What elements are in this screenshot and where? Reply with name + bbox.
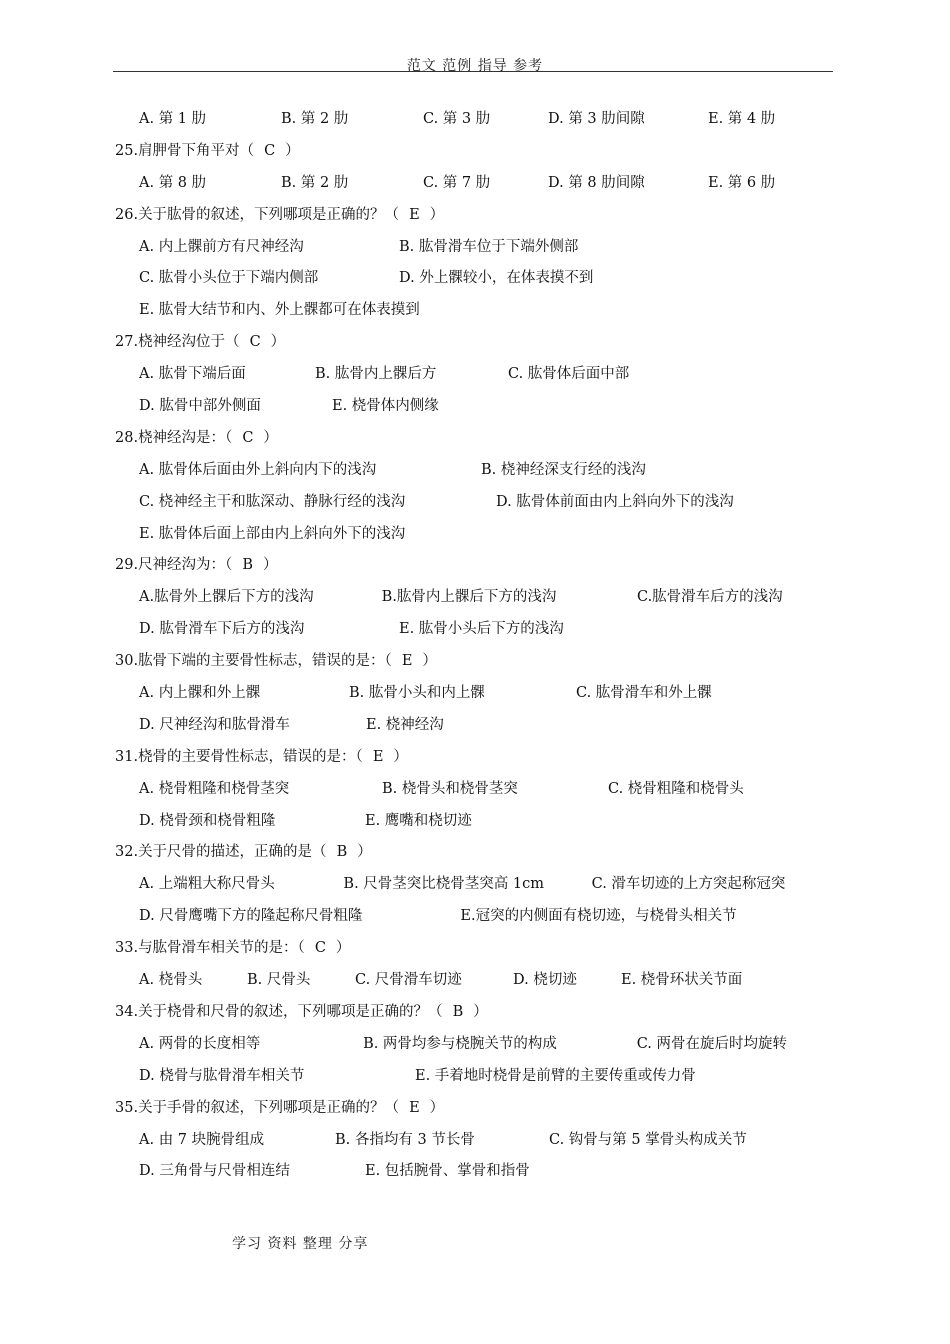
question-close-paren: ） [270, 334, 286, 351]
question-close-paren: ） [357, 844, 372, 861]
option-item: A.肱骨外上髁后下方的浅沟 [139, 589, 314, 606]
answer-letter: E [409, 1099, 420, 1116]
option-item: E. 桡骨环状关节面 [621, 972, 743, 989]
options-line [115, 168, 835, 200]
question-text: 关于肱骨的叙述，下列哪项是正确的？（ [138, 206, 400, 223]
option-item: B. 桡神经深支行经的浅沟 [481, 461, 646, 478]
options-line [115, 614, 835, 646]
answer-letter: E [401, 653, 413, 670]
options-line [115, 232, 835, 264]
question-number: 26. [115, 206, 139, 223]
option-item: D. 尺骨鹰嘴下方的隆起称尺骨粗隆 [139, 908, 363, 925]
option-item: E.冠突的内侧面有桡切迹，与桡骨头相关节 [460, 908, 737, 925]
option-item: E. 第 6 肋 [708, 174, 776, 191]
option-item: A. 两骨的长度相等 [139, 1035, 261, 1052]
option-item: A. 上端粗大称尺骨头 [139, 876, 275, 893]
question-close-paren: ） [473, 1003, 488, 1020]
question-line [115, 997, 835, 1029]
option-item: C. 两骨在旋后时均旋转 [636, 1035, 787, 1052]
options-line [115, 806, 835, 838]
question-text: 桡神经沟位于（ [138, 334, 240, 351]
option-item: B. 桡骨头和桡骨茎突 [382, 780, 518, 797]
question-number: 35. [115, 1099, 139, 1116]
question-number: 28. [115, 429, 139, 446]
question-number: 25. [115, 142, 139, 159]
question-close-paren: ） [263, 429, 278, 446]
question-number: 30. [115, 653, 139, 670]
options-line [115, 710, 835, 742]
option-item: E. 肱骨小头后下方的浅沟 [399, 621, 564, 638]
option-item: D. 肱骨滑车下后方的浅沟 [139, 621, 305, 638]
option-item: A. 第 8 肋 [139, 174, 207, 191]
options-line [115, 263, 835, 295]
option-item: B. 两骨均参与桡腕关节的构成 [363, 1035, 557, 1052]
option-item: C. 肱骨滑车和外上髁 [576, 685, 712, 702]
answer-letter: C [242, 429, 254, 446]
option-item: C. 肱骨体后面中部 [508, 366, 630, 383]
question-line [115, 136, 835, 168]
answer-letter: C [249, 334, 261, 351]
question-line [115, 742, 835, 774]
question-line [115, 837, 835, 869]
options-line [115, 519, 835, 551]
option-item: D. 外上髁较小，在体表摸不到 [399, 270, 594, 287]
option-item: A. 桡骨头 [139, 972, 203, 989]
option-item: C.肱骨滑车后方的浅沟 [637, 589, 783, 606]
question-line [115, 933, 835, 965]
option-item: D. 肱骨体前面由内上斜向外下的浅沟 [495, 493, 734, 510]
option-item: C. 滑车切迹的上方突起称冠突 [591, 876, 786, 893]
option-item: E. 肱骨体后面上部由内上斜向外下的浅沟 [139, 525, 406, 542]
options-line [115, 965, 835, 997]
question-text: 肱骨下端的主要骨性标志，错误的是：（ [138, 653, 392, 670]
option-item: D. 肱骨中部外侧面 [139, 398, 261, 415]
question-text: 关于桡骨和尺骨的叙述，下列哪项是正确的？（ [138, 1003, 443, 1020]
option-item: D. 第 3 肋间隙 [548, 111, 645, 127]
option-item: A. 内上髁和外上髁 [139, 685, 261, 702]
question-text: 关于手骨的叙述，下列哪项是正确的？（ [138, 1099, 400, 1116]
options-line [115, 359, 835, 391]
options-line [115, 455, 835, 487]
question-line [115, 550, 835, 582]
question-line [115, 646, 835, 678]
option-item: C. 钩骨与第 5 掌骨头构成关节 [549, 1131, 747, 1148]
page-header: 范文 范例 指导 参考 [406, 58, 544, 74]
option-item: E. 桡神经沟 [366, 716, 444, 733]
option-item: A. 肱骨下端后面 [139, 366, 246, 383]
option-item: A. 由 7 块腕骨组成 [139, 1131, 265, 1148]
answer-letter: B [242, 557, 253, 574]
options-line [115, 901, 835, 933]
question-close-paren: ） [393, 748, 408, 765]
option-item: A. 桡骨粗隆和桡骨茎突 [139, 780, 290, 797]
answer-letter: C [314, 940, 326, 957]
option-item: D. 尺神经沟和肱骨滑车 [139, 716, 290, 733]
answer-letter: E [372, 748, 384, 765]
options-line [115, 1061, 835, 1093]
question-text: 关于尺骨的描述，正确的是（ [138, 844, 327, 861]
options-line [115, 1156, 835, 1188]
question-text: 桡骨的主要骨性标志，错误的是：（ [138, 748, 363, 765]
option-item: C. 第 7 肋 [423, 174, 491, 191]
options-line [115, 1029, 835, 1061]
question-number: 34. [115, 1003, 139, 1020]
option-item: D. 第 8 肋间隙 [548, 174, 645, 191]
option-item: B. 尺骨头 [247, 972, 311, 989]
option-item: B. 第 2 肋 [281, 174, 349, 191]
question-text: 与肱骨滑车相关节的是：（ [138, 940, 305, 957]
option-item: C. 桡神经主干和肱深动、静脉行经的浅沟 [139, 493, 406, 510]
question-list [115, 104, 835, 1188]
answer-letter: B [336, 844, 348, 861]
question-number: 33. [115, 940, 139, 957]
options-line [115, 869, 835, 901]
option-item: E. 第 4 肋 [708, 111, 776, 127]
question-line [115, 200, 835, 232]
question-text: 尺神经沟为：（ [138, 557, 233, 574]
answer-letter: B [452, 1003, 464, 1020]
option-item: B. 肱骨滑车位于下端外侧部 [399, 238, 579, 255]
option-item: C. 第 3 肋 [423, 111, 491, 127]
page-footer: 学习 资料 整理 分享 [232, 1236, 369, 1252]
option-item: D. 桡骨与肱骨滑车相关节 [139, 1067, 305, 1084]
question-line [115, 423, 835, 455]
options-line [115, 391, 835, 423]
option-item: B. 肱骨内上髁后方 [315, 366, 437, 383]
answer-letter: E [409, 206, 420, 223]
option-item: E. 包括腕骨、掌骨和指骨 [365, 1163, 530, 1180]
question-text: 桡神经沟是：（ [138, 429, 233, 446]
question-number: 29. [115, 557, 139, 574]
question-number: 27. [115, 334, 139, 351]
options-line [115, 582, 835, 614]
options-line [115, 774, 835, 806]
option-item: E. 鹰嘴和桡切迹 [365, 812, 472, 829]
option-item: D. 三角骨与尺骨相连结 [139, 1163, 290, 1180]
question-close-paren: ） [422, 653, 437, 670]
option-item: B.肱骨内上髁后下方的浅沟 [381, 589, 557, 606]
header-rule [113, 71, 833, 72]
option-item: A. 内上髁前方有尺神经沟 [139, 238, 304, 255]
option-item: E. 肱骨大结节和内、外上髁都可在体表摸到 [139, 302, 420, 319]
option-item: D. 桡切迹 [513, 972, 577, 989]
options-line [115, 104, 835, 136]
option-item: B. 第 2 肋 [281, 111, 349, 127]
option-item: C. 肱骨小头位于下端内侧部 [139, 270, 319, 287]
answer-letter: C [264, 142, 276, 159]
question-number: 32. [115, 844, 139, 861]
option-item: E. 桡骨体内侧缘 [332, 398, 439, 415]
question-close-paren: ） [429, 1099, 445, 1116]
question-close-paren: ） [285, 142, 300, 159]
question-close-paren: ） [335, 940, 351, 957]
option-item: A. 第 1 肋 [139, 111, 207, 127]
question-line [115, 1093, 835, 1125]
options-line [115, 1125, 835, 1157]
question-text: 肩胛骨下角平对（ [138, 142, 255, 159]
options-line [115, 487, 835, 519]
question-number: 31. [115, 748, 139, 765]
option-item: B. 尺骨茎突比桡骨茎突高 1cm [343, 876, 544, 893]
option-item: B. 各指均有 3 节长骨 [335, 1131, 475, 1148]
option-item: C. 桡骨粗隆和桡骨头 [608, 780, 744, 797]
option-item: B. 肱骨小头和内上髁 [349, 685, 485, 702]
question-close-paren: ） [262, 557, 278, 574]
options-line [115, 678, 835, 710]
question-line [115, 327, 835, 359]
question-close-paren: ） [429, 206, 445, 223]
option-item: D. 桡骨颈和桡骨粗隆 [139, 812, 276, 829]
options-line [115, 295, 835, 327]
option-item: A. 肱骨体后面由外上斜向内下的浅沟 [139, 461, 377, 478]
option-item: C. 尺骨滑车切迹 [355, 972, 462, 989]
option-item: E. 手着地时桡骨是前臂的主要传重或传力骨 [415, 1067, 696, 1084]
